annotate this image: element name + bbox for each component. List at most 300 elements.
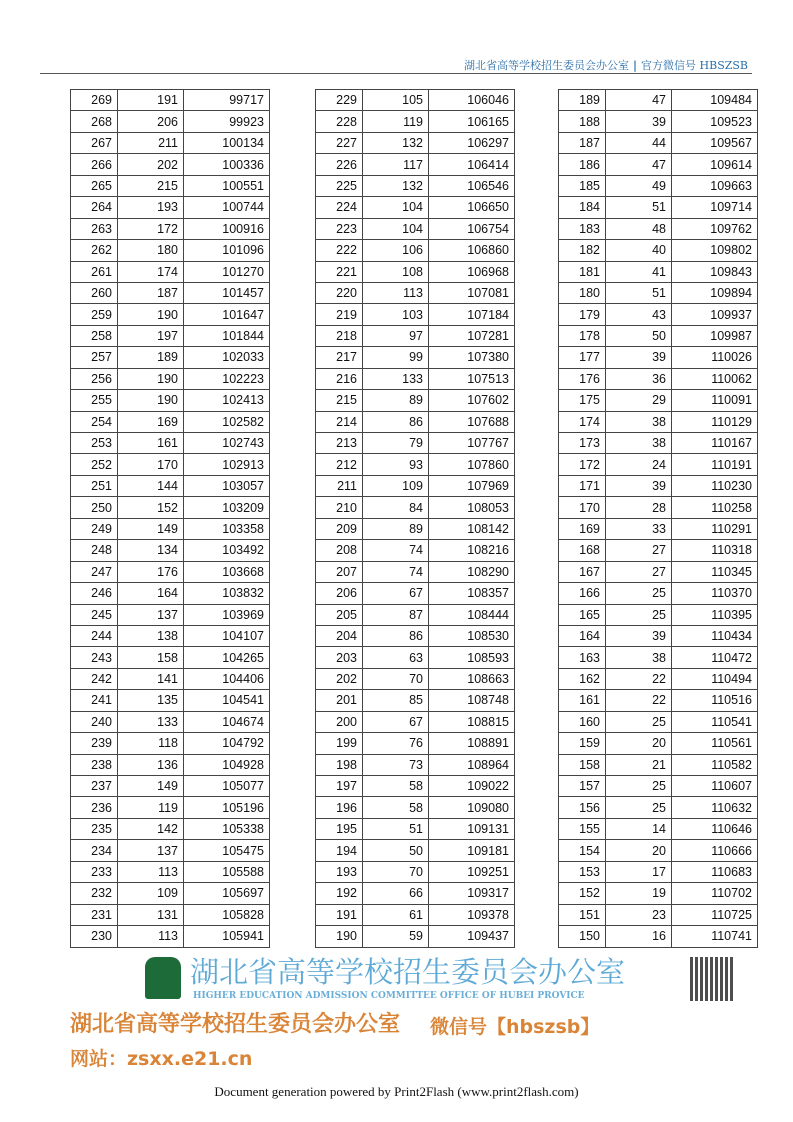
table-row — [71, 475, 270, 496]
cell-score: 207 — [316, 561, 363, 582]
cell-count: 169 — [118, 411, 184, 432]
cell-count: 67 — [363, 711, 429, 732]
cell-count: 137 — [118, 604, 184, 625]
cell-score: 178 — [559, 325, 606, 346]
cell-score: 200 — [316, 711, 363, 732]
table-row — [316, 625, 515, 646]
cell-score: 199 — [316, 733, 363, 754]
cell-count: 197 — [118, 325, 184, 346]
cell-cumulative: 107688 — [429, 411, 515, 432]
center-watermark-subtitle: HIGHER EDUCATION ADMISSION COMMITTEE OFFICE OF HUBEI PROVICE — [193, 991, 585, 1001]
cell-score: 154 — [559, 840, 606, 861]
cell-count: 215 — [118, 175, 184, 196]
table-row — [71, 861, 270, 882]
table-row — [316, 668, 515, 689]
cell-score: 263 — [71, 218, 118, 239]
cell-score: 234 — [71, 840, 118, 861]
cell-cumulative: 105196 — [184, 797, 270, 818]
cell-count: 63 — [363, 647, 429, 668]
cell-score: 266 — [71, 154, 118, 175]
cell-score: 243 — [71, 647, 118, 668]
table-row — [71, 454, 270, 475]
cell-cumulative: 108815 — [429, 711, 515, 732]
cell-cumulative: 101270 — [184, 261, 270, 282]
cell-count: 103 — [363, 304, 429, 325]
cell-cumulative: 107969 — [429, 475, 515, 496]
cell-count: 51 — [606, 197, 672, 218]
cell-score: 183 — [559, 218, 606, 239]
cell-count: 48 — [606, 218, 672, 239]
cell-cumulative: 103832 — [184, 583, 270, 604]
table-row — [71, 883, 270, 904]
cell-score: 210 — [316, 497, 363, 518]
cell-cumulative: 99923 — [184, 111, 270, 132]
cell-count: 176 — [118, 561, 184, 582]
cell-cumulative: 105588 — [184, 861, 270, 882]
table-row — [559, 240, 758, 261]
cell-cumulative: 100916 — [184, 218, 270, 239]
table-row — [559, 497, 758, 518]
table-row — [559, 604, 758, 625]
cell-score: 249 — [71, 518, 118, 539]
cell-count: 174 — [118, 261, 184, 282]
cell-cumulative: 109663 — [672, 175, 758, 196]
table-row — [559, 797, 758, 818]
cell-cumulative: 102413 — [184, 390, 270, 411]
cell-score: 187 — [559, 132, 606, 153]
table-row — [559, 561, 758, 582]
cell-count: 44 — [606, 132, 672, 153]
cell-cumulative: 110541 — [672, 711, 758, 732]
table-row — [71, 240, 270, 261]
table-row — [559, 668, 758, 689]
cell-cumulative: 110666 — [672, 840, 758, 861]
cell-count: 136 — [118, 754, 184, 775]
cell-count: 22 — [606, 668, 672, 689]
cell-score: 257 — [71, 347, 118, 368]
page-footer: Document generation powered by Print2Flash (www.print2flash.com) — [214, 1084, 579, 1099]
table-row — [316, 497, 515, 518]
cell-count: 172 — [118, 218, 184, 239]
cell-score: 209 — [316, 518, 363, 539]
table-row — [316, 390, 515, 411]
cell-count: 189 — [118, 347, 184, 368]
cell-count: 25 — [606, 583, 672, 604]
cell-score: 172 — [559, 454, 606, 475]
cell-score: 151 — [559, 904, 606, 925]
table-row — [316, 583, 515, 604]
table-row — [559, 776, 758, 797]
cell-cumulative: 101096 — [184, 240, 270, 261]
cell-count: 84 — [363, 497, 429, 518]
cell-count: 89 — [363, 518, 429, 539]
center-watermark-title: 湖北省高等学校招生委员会办公室 — [190, 955, 626, 989]
cell-cumulative: 109022 — [429, 776, 515, 797]
table-row — [316, 325, 515, 346]
cell-cumulative: 110494 — [672, 668, 758, 689]
cell-score: 226 — [316, 154, 363, 175]
cell-count: 104 — [363, 197, 429, 218]
table-row — [316, 90, 515, 111]
cell-cumulative: 104107 — [184, 625, 270, 646]
cell-count: 22 — [606, 690, 672, 711]
cell-cumulative: 109614 — [672, 154, 758, 175]
cell-count: 170 — [118, 454, 184, 475]
cell-score: 177 — [559, 347, 606, 368]
table-row — [71, 347, 270, 368]
cell-cumulative: 100336 — [184, 154, 270, 175]
cell-cumulative: 110345 — [672, 561, 758, 582]
table-row — [559, 261, 758, 282]
cell-count: 17 — [606, 861, 672, 882]
cell-cumulative: 106860 — [429, 240, 515, 261]
cell-cumulative: 110582 — [672, 754, 758, 775]
score-table-3 — [558, 89, 758, 948]
cell-score: 245 — [71, 604, 118, 625]
cell-score: 228 — [316, 111, 363, 132]
cell-cumulative: 103057 — [184, 475, 270, 496]
cell-cumulative: 104792 — [184, 733, 270, 754]
cell-cumulative: 106650 — [429, 197, 515, 218]
cell-score: 203 — [316, 647, 363, 668]
cell-count: 73 — [363, 754, 429, 775]
cell-score: 227 — [316, 132, 363, 153]
table-row — [71, 325, 270, 346]
cell-cumulative: 110702 — [672, 883, 758, 904]
table-row — [316, 304, 515, 325]
cell-score: 153 — [559, 861, 606, 882]
cell-score: 220 — [316, 282, 363, 303]
cell-cumulative: 109987 — [672, 325, 758, 346]
table-row — [316, 776, 515, 797]
cell-cumulative: 110683 — [672, 861, 758, 882]
cell-count: 105 — [363, 90, 429, 111]
cell-count: 113 — [118, 861, 184, 882]
cell-cumulative: 110129 — [672, 411, 758, 432]
cell-score: 173 — [559, 433, 606, 454]
table-row — [316, 218, 515, 239]
cell-count: 109 — [363, 475, 429, 496]
cell-score: 181 — [559, 261, 606, 282]
cell-count: 51 — [363, 818, 429, 839]
cell-count: 86 — [363, 625, 429, 646]
table-row — [316, 797, 515, 818]
cell-count: 99 — [363, 347, 429, 368]
cell-cumulative: 103668 — [184, 561, 270, 582]
cell-score: 196 — [316, 797, 363, 818]
table-row — [316, 454, 515, 475]
cell-count: 66 — [363, 883, 429, 904]
table-row — [559, 111, 758, 132]
cell-score: 161 — [559, 690, 606, 711]
cell-count: 39 — [606, 347, 672, 368]
table-row — [71, 818, 270, 839]
cell-count: 141 — [118, 668, 184, 689]
cell-cumulative: 110725 — [672, 904, 758, 925]
cell-score: 170 — [559, 497, 606, 518]
cell-count: 61 — [363, 904, 429, 925]
cell-cumulative: 109437 — [429, 926, 515, 947]
cell-score: 219 — [316, 304, 363, 325]
table-row — [71, 840, 270, 861]
cell-score: 171 — [559, 475, 606, 496]
table-row — [559, 218, 758, 239]
cell-cumulative: 107602 — [429, 390, 515, 411]
cell-count: 106 — [363, 240, 429, 261]
cell-count: 109 — [118, 883, 184, 904]
cell-count: 36 — [606, 368, 672, 389]
cell-count: 87 — [363, 604, 429, 625]
table-row — [316, 561, 515, 582]
cell-score: 198 — [316, 754, 363, 775]
cell-cumulative: 106165 — [429, 111, 515, 132]
cell-score: 239 — [71, 733, 118, 754]
cell-count: 133 — [363, 368, 429, 389]
cell-cumulative: 108891 — [429, 733, 515, 754]
table-row — [71, 583, 270, 604]
cell-cumulative: 110291 — [672, 518, 758, 539]
cell-score: 155 — [559, 818, 606, 839]
cell-cumulative: 106046 — [429, 90, 515, 111]
cell-count: 38 — [606, 433, 672, 454]
cell-cumulative: 110646 — [672, 818, 758, 839]
cell-score: 253 — [71, 433, 118, 454]
table-row — [559, 625, 758, 646]
watermark-org: 湖北省高等学校招生委员会办公室 — [70, 1012, 401, 1037]
table-row — [71, 282, 270, 303]
cell-score: 179 — [559, 304, 606, 325]
cell-score: 260 — [71, 282, 118, 303]
cell-cumulative: 108530 — [429, 625, 515, 646]
cell-score: 261 — [71, 261, 118, 282]
cell-count: 47 — [606, 90, 672, 111]
table-row — [316, 433, 515, 454]
table-row — [71, 497, 270, 518]
table-row — [71, 111, 270, 132]
cell-score: 236 — [71, 797, 118, 818]
cell-score: 201 — [316, 690, 363, 711]
cell-score: 160 — [559, 711, 606, 732]
cell-cumulative: 110258 — [672, 497, 758, 518]
cell-score: 229 — [316, 90, 363, 111]
cell-score: 158 — [559, 754, 606, 775]
header-org: 湖北省高等学校招生委员会办公室 — [464, 59, 629, 72]
cell-count: 149 — [118, 776, 184, 797]
cell-cumulative: 109484 — [672, 90, 758, 111]
cell-count: 25 — [606, 776, 672, 797]
cell-cumulative: 107184 — [429, 304, 515, 325]
table-row — [559, 818, 758, 839]
cell-cumulative: 110062 — [672, 368, 758, 389]
cell-score: 218 — [316, 325, 363, 346]
cell-count: 133 — [118, 711, 184, 732]
table-row — [316, 883, 515, 904]
table-row — [316, 690, 515, 711]
cell-count: 118 — [118, 733, 184, 754]
cell-count: 131 — [118, 904, 184, 925]
cell-score: 248 — [71, 540, 118, 561]
table-row — [71, 647, 270, 668]
cell-score: 193 — [316, 861, 363, 882]
cell-score: 156 — [559, 797, 606, 818]
cell-count: 70 — [363, 668, 429, 689]
cell-score: 216 — [316, 368, 363, 389]
cell-count: 51 — [606, 282, 672, 303]
cell-count: 117 — [363, 154, 429, 175]
cell-score: 190 — [316, 926, 363, 947]
cell-count: 104 — [363, 218, 429, 239]
cell-count: 59 — [363, 926, 429, 947]
table-row — [71, 540, 270, 561]
table-row — [316, 368, 515, 389]
cell-score: 221 — [316, 261, 363, 282]
cell-score: 237 — [71, 776, 118, 797]
cell-count: 187 — [118, 282, 184, 303]
table-row — [316, 475, 515, 496]
table-row — [316, 282, 515, 303]
cell-cumulative: 102913 — [184, 454, 270, 475]
watermark-wechat: 微信号【hbszsb】 — [430, 1016, 600, 1038]
cell-cumulative: 102033 — [184, 347, 270, 368]
cell-cumulative: 110026 — [672, 347, 758, 368]
cell-count: 16 — [606, 926, 672, 947]
cell-score: 232 — [71, 883, 118, 904]
cell-count: 27 — [606, 561, 672, 582]
cell-count: 86 — [363, 411, 429, 432]
cell-score: 180 — [559, 282, 606, 303]
cell-cumulative: 110632 — [672, 797, 758, 818]
cell-score: 164 — [559, 625, 606, 646]
table-row — [71, 175, 270, 196]
table-row — [559, 411, 758, 432]
cell-count: 28 — [606, 497, 672, 518]
cell-count: 50 — [606, 325, 672, 346]
cell-score: 194 — [316, 840, 363, 861]
cell-count: 119 — [363, 111, 429, 132]
cell-cumulative: 109317 — [429, 883, 515, 904]
cell-count: 138 — [118, 625, 184, 646]
cell-score: 206 — [316, 583, 363, 604]
cell-score: 188 — [559, 111, 606, 132]
cell-cumulative: 101647 — [184, 304, 270, 325]
cell-cumulative: 109714 — [672, 197, 758, 218]
table-row — [559, 433, 758, 454]
cell-cumulative: 100551 — [184, 175, 270, 196]
cell-cumulative: 109080 — [429, 797, 515, 818]
cell-score: 159 — [559, 733, 606, 754]
table-row — [71, 733, 270, 754]
cell-count: 190 — [118, 390, 184, 411]
cell-cumulative: 103358 — [184, 518, 270, 539]
cell-cumulative: 108444 — [429, 604, 515, 625]
table-row — [71, 668, 270, 689]
cell-count: 70 — [363, 861, 429, 882]
table-row — [559, 904, 758, 925]
cell-cumulative: 108663 — [429, 668, 515, 689]
cell-cumulative: 106968 — [429, 261, 515, 282]
table-row — [559, 861, 758, 882]
cell-cumulative: 108357 — [429, 583, 515, 604]
cell-score: 238 — [71, 754, 118, 775]
cell-cumulative: 108142 — [429, 518, 515, 539]
table-row — [71, 776, 270, 797]
score-table-1 — [70, 89, 270, 948]
table-row — [559, 690, 758, 711]
cell-cumulative: 109251 — [429, 861, 515, 882]
cell-score: 267 — [71, 132, 118, 153]
cell-score: 241 — [71, 690, 118, 711]
header-rule — [40, 73, 752, 74]
cell-cumulative: 107380 — [429, 347, 515, 368]
cell-score: 225 — [316, 175, 363, 196]
table-row — [559, 883, 758, 904]
cell-count: 202 — [118, 154, 184, 175]
header-wechat: 官方微信号 HBSZSB — [641, 59, 748, 72]
cell-cumulative: 101844 — [184, 325, 270, 346]
cell-count: 49 — [606, 175, 672, 196]
cell-count: 137 — [118, 840, 184, 861]
table-row — [559, 347, 758, 368]
cell-cumulative: 102582 — [184, 411, 270, 432]
cell-cumulative: 105077 — [184, 776, 270, 797]
cell-score: 212 — [316, 454, 363, 475]
table-row — [71, 218, 270, 239]
cell-count: 47 — [606, 154, 672, 175]
cell-count: 206 — [118, 111, 184, 132]
table-row — [71, 604, 270, 625]
cell-count: 19 — [606, 883, 672, 904]
cell-cumulative: 110607 — [672, 776, 758, 797]
table-row — [71, 90, 270, 111]
cell-score: 244 — [71, 625, 118, 646]
cell-count: 74 — [363, 561, 429, 582]
table-row — [316, 647, 515, 668]
cell-cumulative: 99717 — [184, 90, 270, 111]
cell-count: 21 — [606, 754, 672, 775]
cell-score: 214 — [316, 411, 363, 432]
cell-count: 161 — [118, 433, 184, 454]
cell-score: 182 — [559, 240, 606, 261]
cell-cumulative: 109131 — [429, 818, 515, 839]
cell-count: 33 — [606, 518, 672, 539]
table-row — [316, 111, 515, 132]
table-row — [559, 733, 758, 754]
cell-cumulative: 109843 — [672, 261, 758, 282]
cell-score: 259 — [71, 304, 118, 325]
cell-count: 134 — [118, 540, 184, 561]
cell-count: 193 — [118, 197, 184, 218]
table-row — [71, 711, 270, 732]
table-row — [71, 154, 270, 175]
cell-cumulative: 110091 — [672, 390, 758, 411]
cell-count: 41 — [606, 261, 672, 282]
cell-cumulative: 105828 — [184, 904, 270, 925]
cell-count: 164 — [118, 583, 184, 604]
cell-count: 24 — [606, 454, 672, 475]
cell-score: 189 — [559, 90, 606, 111]
table-row — [559, 583, 758, 604]
cell-cumulative: 102223 — [184, 368, 270, 389]
table-row — [316, 604, 515, 625]
cell-count: 58 — [363, 797, 429, 818]
table-row — [316, 754, 515, 775]
watermark-site: 网站：zsxx.e21.cn — [70, 1048, 253, 1070]
cell-cumulative: 104674 — [184, 711, 270, 732]
cell-cumulative: 110230 — [672, 475, 758, 496]
cell-count: 50 — [363, 840, 429, 861]
cell-cumulative: 109567 — [672, 132, 758, 153]
cell-count: 158 — [118, 647, 184, 668]
